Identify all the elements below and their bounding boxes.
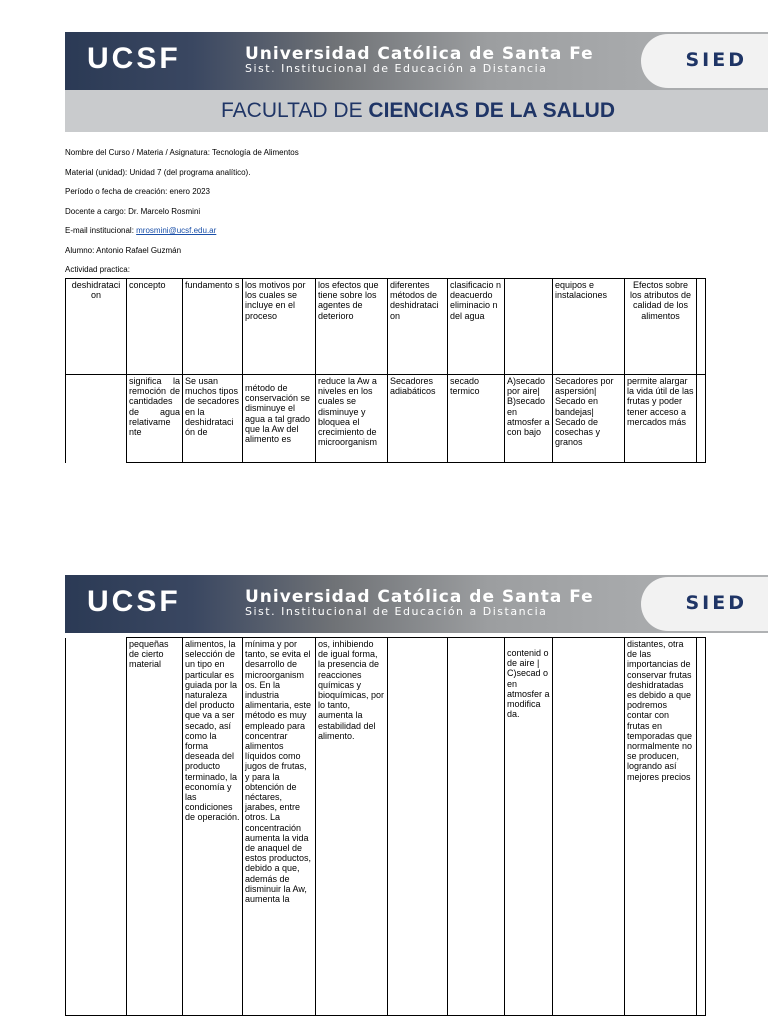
faculty-name: CIENCIAS DE LA SALUD (368, 99, 615, 122)
course-info (65, 143, 299, 280)
table-cell: significa la remoción de cantidades de agua relativame nte (127, 375, 183, 463)
university-name-line2: Sist. Institucional de Educación a Distancia (245, 62, 548, 75)
header-cell (697, 279, 706, 375)
table-cell: Se usan muchos tipos de secadores en la deshidrataci ón de (183, 375, 243, 463)
header-row (66, 279, 706, 375)
student-name: Alumno: Antonio Rafael Guzmán (65, 245, 182, 255)
dehydration-table (65, 278, 706, 463)
table-cell (448, 638, 505, 1016)
document-page-2 (0, 575, 768, 1024)
university-banner (65, 32, 768, 90)
header-cell: diferentes métodos de deshidrataci on (388, 279, 448, 375)
faculty-banner (65, 90, 768, 132)
faculty-prefix: FACULTAD DE (221, 99, 363, 122)
material-unit: Material (unidad): Unidad 7 (del programa analítico). (65, 167, 251, 177)
header-cell (505, 279, 553, 375)
header-cell: Efectos sobre los atributos de calidad de los alimentos (625, 279, 697, 375)
university-name-line2: Sist. Institucional de Educación a Distancia (245, 605, 548, 618)
university-name (245, 46, 594, 75)
dehydration-table-continued (65, 637, 706, 1016)
table-cell: Secadores adiabáticos (388, 375, 448, 463)
table-cell (553, 638, 625, 1016)
ucsf-logo: UCSF (87, 585, 181, 618)
sied-logo: SIED (685, 592, 747, 614)
course-name: Nombre del Curso / Materia / Asignatura: Tecnología de Alimentos (65, 148, 299, 157)
sied-logo: SIED (685, 49, 747, 71)
table-cell: reduce la Aw a niveles en los cuales se disminuye y bloquea el crecimiento de microorganism (316, 375, 388, 463)
table-cell (697, 375, 706, 463)
table-cell: secado termico (448, 375, 505, 463)
header-cell: clasificacio n deacuerdo eliminacio n del agua (448, 279, 505, 375)
table-cell: mínima y por tanto, se evita el desarrollo de microorganism os. En la industria alimentaria, este método es muy empleado para concentrar alimentos líquidos como jugos de frutas, y para la obtención de néctares, jarabes, entre otros. La concentración aumenta la vida de anaquel de estos productos, debido a que, además de disminuir la Aw, aumenta la (243, 638, 316, 1016)
creation-period: Período o fecha de creación: enero 2023 (65, 187, 210, 196)
table-cell (66, 375, 127, 463)
table-cell: Secadores por aspersión| Secado en bandejas| Secado de cosechas y granos (553, 375, 625, 463)
email-row (65, 221, 299, 241)
table-row (66, 375, 706, 463)
table-cell: A)secado por aire| B)secado en atmosfer a con bajo (505, 375, 553, 463)
table-row (66, 638, 706, 1016)
university-name-line1: Universidad Católica de Santa Fe (245, 44, 594, 64)
email-label: E-mail institucional: (65, 226, 137, 235)
table-cell: permite alargar la vida útil de las frutas y poder tener acceso a mercados más (625, 375, 697, 463)
table-cell (66, 638, 127, 1016)
activity-label: Actividad practica: (65, 265, 130, 274)
table-cell: método de conservación se disminuye el agua a tal grado que la Aw del alimento es (243, 375, 316, 463)
header-cell: concepto (127, 279, 183, 375)
university-banner (65, 575, 768, 633)
table-cell (388, 638, 448, 1016)
table-cell (697, 638, 706, 1016)
university-name-line1: Universidad Católica de Santa Fe (245, 587, 594, 607)
header-cell: fundamento s (183, 279, 243, 375)
university-name (245, 589, 594, 618)
header-cell: los efectos que tiene sobre los agentes de deterioro (316, 279, 388, 375)
header-cell: los motivos por los cuales se incluye en el proceso (243, 279, 316, 375)
table-cell: os, inhibiendo de igual forma, la presencia de reacciones químicas y bioquímicas, por lo tanto, aumenta la estabilidad del alimento. (316, 638, 388, 1016)
table-cell: contenid o de aire | C)secad o en atmosfer a modifica da. (505, 638, 553, 1016)
table-cell: distantes, otra de las importancias de conservar frutas deshidratadas es debido a que podremos contar con frutas en temporadas que normalmente no se producen, logrando así mejores precios (625, 638, 697, 1016)
header-cell: deshidrataci on (66, 279, 127, 375)
teacher: Docente a cargo: Dr. Marcelo Rosmini (65, 206, 201, 216)
header-cell: equipos e instalaciones (553, 279, 625, 375)
email-link[interactable]: mrosmini@ucsf.edu.ar (136, 226, 217, 235)
ucsf-logo: UCSF (87, 42, 181, 75)
table-cell: pequeñas de cierto material (127, 638, 183, 1016)
table-cell: alimentos, la selección de un tipo en particular es guiada por la naturaleza del producto que va a ser secado, así como la forma deseada del producto terminado, la economía y las condiciones de operación. (183, 638, 243, 1016)
